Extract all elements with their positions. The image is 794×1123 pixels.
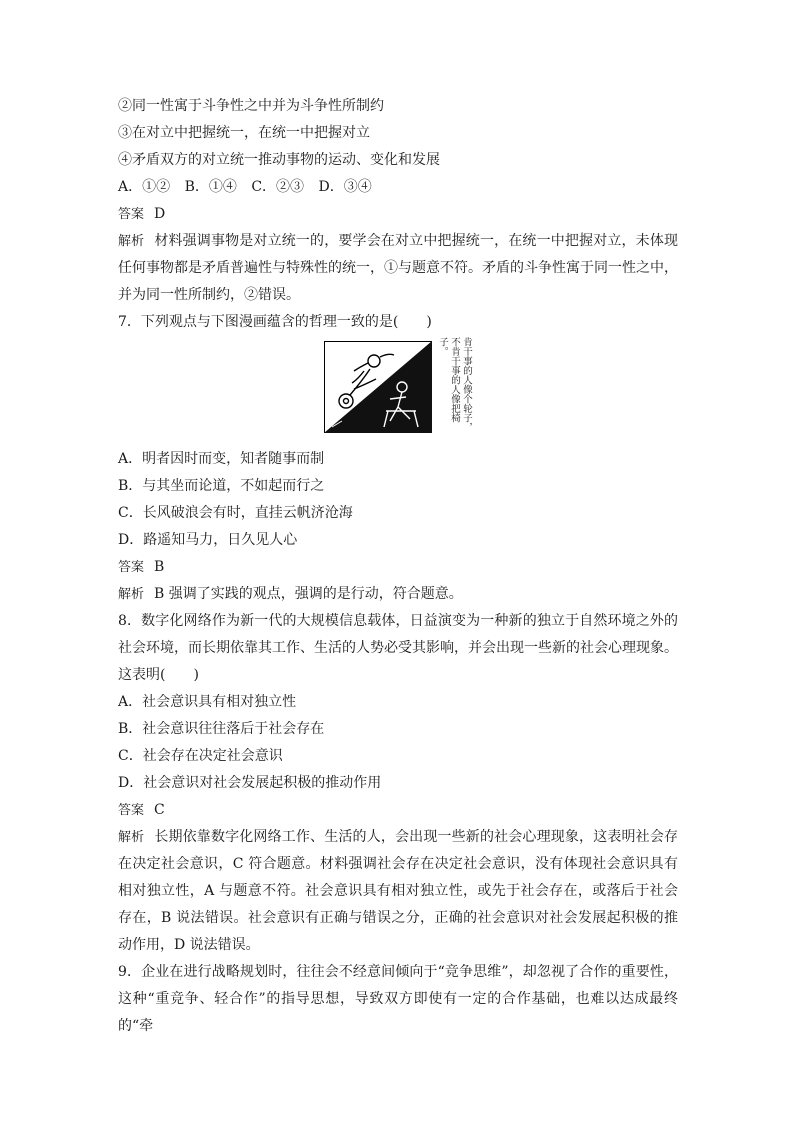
cartoon-image: [324, 341, 432, 433]
q7-analysis: [118, 581, 678, 608]
answer-value: D: [154, 206, 166, 222]
q7-cartoon-figure: [118, 337, 678, 441]
document-page: [118, 93, 678, 1040]
q8-option-c: C．社会存在决定社会意识: [118, 748, 283, 764]
answer-label: 答案: [118, 803, 145, 818]
q7-option-d: D．路遥知马力，日久见人心: [118, 532, 298, 548]
q6-choice-c: C．②③: [251, 179, 305, 195]
analysis-text: B 强调了实践的观点，强调的是行动，符合题意。: [154, 586, 463, 602]
q7-option-c: C．长风破浪会有时，直挂云帆济沧海: [118, 505, 353, 521]
analysis-text: 材料强调事物是对立统一的，要学会在对立中把握统一，在统一中把握对立，未体现任何事物都是矛盾普遍性与特殊性的统一，①与题意不符。矛盾的斗争性寓于同一性之中，并为同一性所制约，②错误。: [118, 233, 678, 303]
cartoon-caption: [436, 337, 472, 441]
q6-answer: [118, 201, 678, 228]
q6-choice-a: A．①②: [118, 179, 171, 195]
q6-option-3: ③在对立中把握统一，在统一中把握对立: [118, 125, 370, 141]
q8-option-b: B．社会意识往往落后于社会存在: [118, 721, 325, 737]
q8-answer: [118, 797, 678, 824]
q6-analysis: [118, 228, 678, 309]
q9-stem: 9．企业在进行战略规划时，往往会不经意间倾向于“竞争思维”，却忽视了合作的重要性，这种“重竞争、轻合作”的指导思想，导致双方即使有一定的合作基础，也难以达成最终的“牵: [118, 964, 678, 1034]
analysis-label: 解析: [118, 830, 145, 845]
q8-analysis: [118, 824, 678, 959]
analysis-text: 长期依靠数字化网络工作、生活的人，会出现一些新的社会心理现象，这表明社会存在决定社会意识，C 符合题意。材料强调社会存在决定社会意识，没有体现社会意识具有相对独立性，A 与题意不符。社会意识具有相对独立性，或先于社会存在，或落后于社会存在，B 说法错误。社会意识有正确与错误之分，正确的社会意识对社会发展起积极的推动作用，D 说法错误。: [118, 829, 678, 953]
q6-choice-b: B．①④: [184, 179, 237, 195]
q7-stem: 7．下列观点与下图漫画蕴含的哲理一致的是( ): [118, 314, 432, 330]
q7-option-a: A．明者因时而变，知者随事而制: [118, 451, 325, 467]
q6-option-4: ④矛盾双方的对立统一推动事物的运动、变化和发展: [118, 152, 440, 168]
q6-choices: [118, 174, 678, 201]
q6-option-2: ②同一性寓于斗争性之中并为斗争性所制约: [118, 98, 384, 114]
q8-option-d: D．社会意识对社会发展起积极的推动作用: [118, 775, 382, 791]
analysis-label: 解析: [118, 587, 145, 602]
caption-line-1: 肯干事的人像个轮子，: [461, 337, 472, 432]
answer-value: B: [154, 559, 165, 575]
q8-stem: 8．数字化网络作为新一代的大规模信息载体，日益演变为一种新的独立于自然环境之外的社会环境，而长期依靠其工作、生活的人势必受其影响，并会出现一些新的社会心理现象。这表明( ): [118, 613, 678, 683]
answer-label: 答案: [118, 207, 145, 222]
q7-option-b: B．与其坐而论道，不如起而行之: [118, 478, 325, 494]
q7-answer: [118, 554, 678, 581]
answer-value: C: [154, 802, 165, 818]
caption-line-2: 不肯干事的人像把椅子。: [437, 337, 460, 423]
q8-option-a: A．社会意识具有相对独立性: [118, 694, 297, 710]
q6-choice-d: D．③④: [318, 179, 372, 195]
answer-label: 答案: [118, 560, 145, 575]
analysis-label: 解析: [118, 234, 145, 249]
